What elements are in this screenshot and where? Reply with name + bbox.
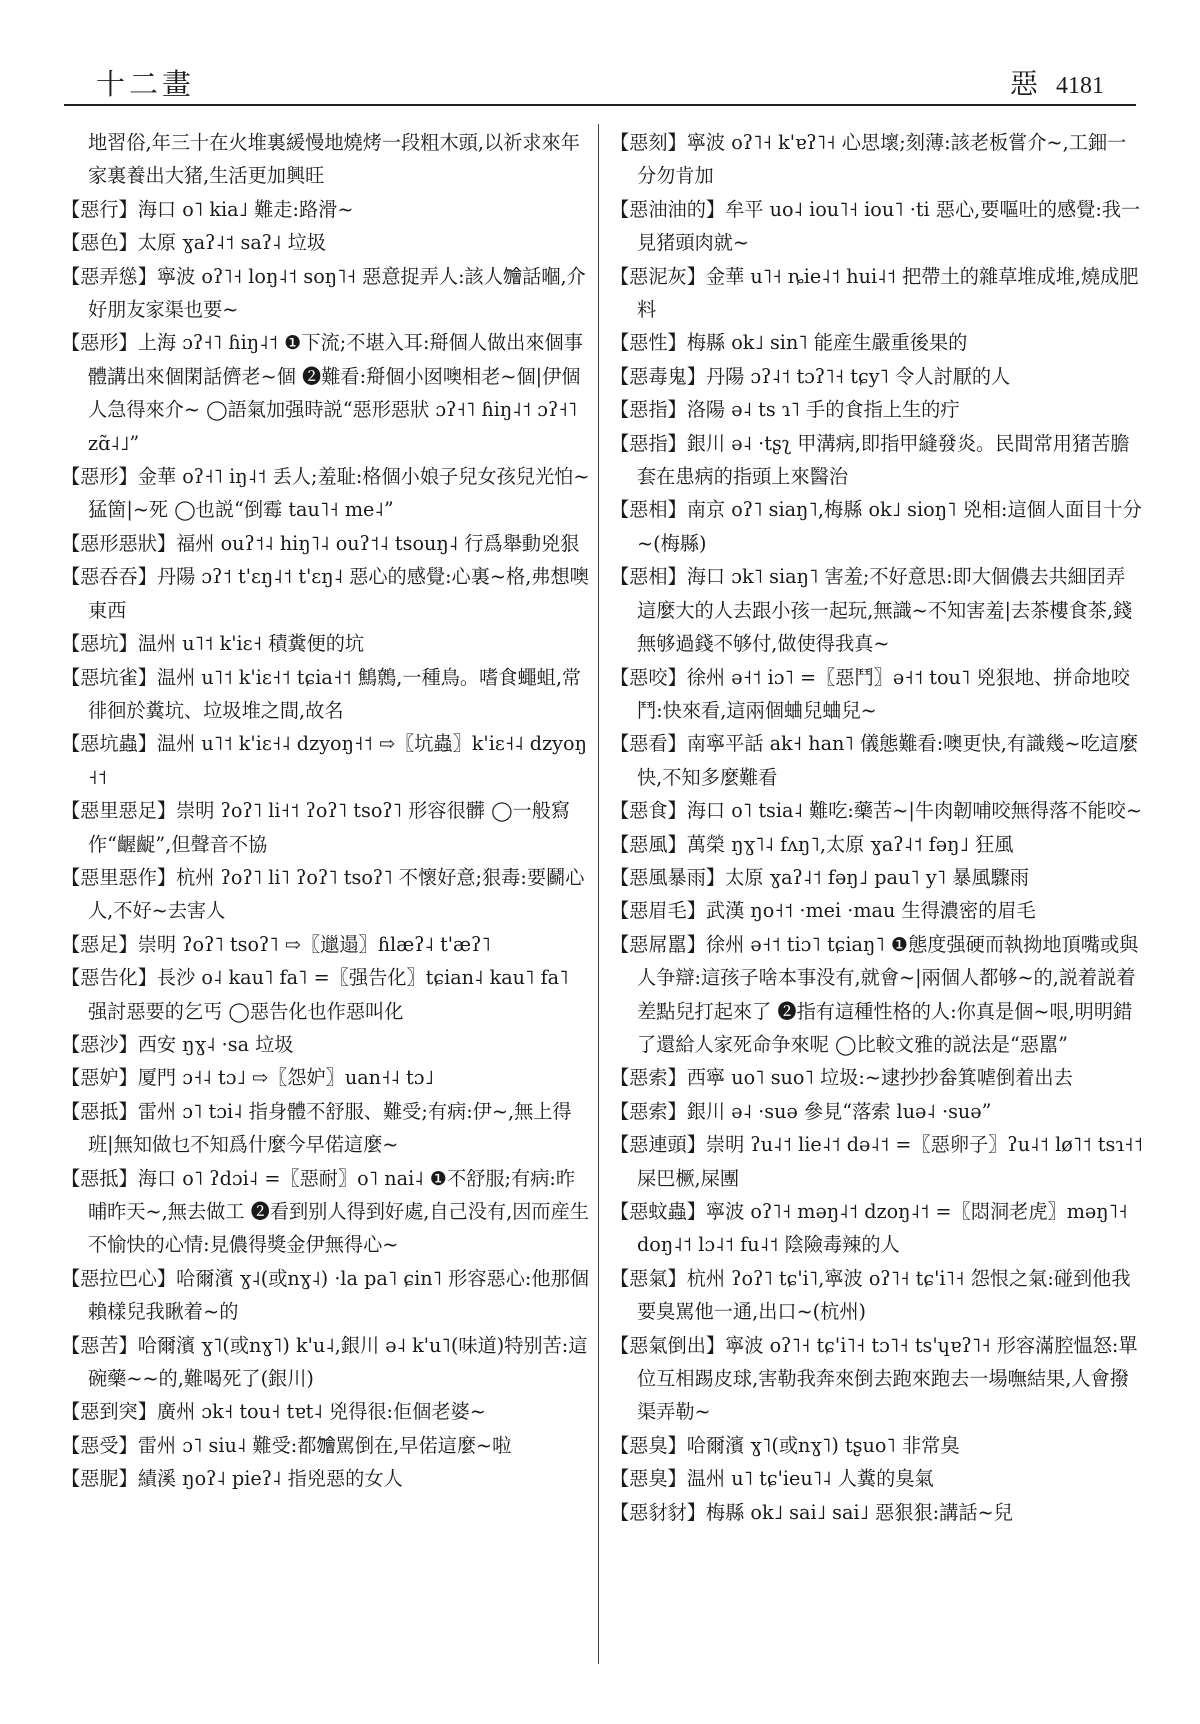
header-rule [64,104,1136,106]
dictionary-entry: 【惡沙】西安 ŋɣ˨ ·sa 垃圾 [61,1032,294,1056]
dictionary-entry: 【惡行】海口 o˥ kia˩ 難走:路滑~ [61,197,354,221]
dictionary-entry: 【惡受】雷州 ɔ˥ siu˨ 難受:都𣍐駡倒在,早偌這麼~啦 [61,1433,512,1457]
dictionary-entry: 【惡索】銀川 ə˨ ·suə 參見“落索 luə˨ ·suə” [610,1099,992,1123]
dictionary-entry: 【惡抵】海口 o˥ ʔdɔi˨ =〖惡耐〗o˥ nai˨ ❶不舒服;有病:昨晡昨天~,無去做工 ❷看到别人得到好處,自己没有,因而産生不愉快的心情:見儂得獎金伊無得心~ [61,1166,589,1257]
dictionary-entry: 【惡風】萬榮 ŋɣ˥˨ fʌŋ˥,太原 ɣaʔ˨˦ fəŋ˩ 狂風 [610,832,1014,856]
dictionary-entry: 【惡屌嚚】徐州 ə˧˦ tiɔ˥ tɕiaŋ˥ ❶態度强硬而執拗地頂嘴或與人争辯:這孩子啥本事没有,就會~|兩個人都够~的,説着説着差點兒打起來了 ❷指有這種性格的人:你真是個~哏,明明錯了還給人家死命争來呢 ◯比較文雅的説法是“惡嚚” [610,932,1139,1056]
dictionary-entry: 【惡吞吞】丹陽 ɔʔ˦ t'ɛŋ˨˦ t'ɛŋ˨ 惡心的感覺:心裏~格,弗想噢東西 [61,565,589,622]
dictionary-entry: 【惡看】南寧平話 ak˧ han˥ 儀態難看:噢更快,有識幾~吃這麼快,不知多麼難看 [610,732,1139,789]
dictionary-entry: 【惡蚊蟲】寧波 oʔ˥˧ məŋ˨˦ dzoŋ˨˦ =〖悶洞老虎〗məŋ˥˧ doŋ˨˦ lɔ˨˦ fu˨˦ 陰險毒辣的人 [610,1200,1128,1257]
dictionary-entry: 【惡形】上海 ɔʔ˧˥ ɦiŋ˨˦ ❶下流;不堪入耳:搿個人做出來個事體講出來個閑話儕老~個 ❷難看:搿個小囡噢相老~個|伊個人急得來介~ ◯語氣加强時説“惡形惡狀 ɔʔ˧˥ ɦiŋ˨˦ ɔʔ˧˥ zɑ̃˨˩” [61,331,583,455]
dictionary-entry: 地習俗,年三十在火堆裏緩慢地燒烤一段粗木頭,以祈求來年家裏養出大猪,生活更加興旺 [88,131,580,188]
column-divider [598,124,599,1664]
dictionary-entry: 【惡臭】温州 u˥ tɕ'ieu˥˨ 人糞的臭氣 [610,1467,934,1491]
right-column [610,126,1144,1529]
dictionary-entry: 【惡色】太原 ɣaʔ˨˦ saʔ˨ 垃圾 [61,231,326,255]
dictionary-entry: 【惡眉毛】武漢 ŋo˧˦ ·mei ·mau 生得濃密的眉毛 [610,899,1036,923]
dictionary-entry: 【惡抵】雷州 ɔ˥ tɔi˨ 指身體不舒服、難受;有病:伊~,無上得班|無知做乜不知爲什麼今早偌這麼~ [61,1099,572,1157]
dictionary-entry: 【惡足】崇明 ʔoʔ˥ tsoʔ˥ ⇨〖邋遢〗ɦlæʔ˨ t'æʔ˥ [61,932,491,956]
dictionary-entry: 【惡咬】徐州 ə˧˦ iɔ˥ =〖惡鬥〗ə˧˦ tou˥ 兇狠地、拼命地咬鬥:快來看,這兩個蛐兒蛐兒~ [610,665,1130,722]
dictionary-entry: 【惡坑】温州 u˥˦ k'iɛ˧ 積糞便的坑 [61,632,365,656]
dictionary-entry: 【惡指】洛陽 ə˨ ts ɿ˥ 手的食指上生的疔 [610,398,960,422]
dictionary-entry: 【惡指】銀川 ə˨ ·tʂʅ 甲溝病,即指甲縫發炎。民間常用猪苦膽套在患病的指頭上來醫治 [610,431,1130,489]
dictionary-entry: 【惡刻】寧波 oʔ˥˧ k'ɐʔ˥˧ 心思壞;刻薄:該老板嘗介~,工鈿一分勿肯加 [610,131,1127,188]
dictionary-entry: 【惡索】西寧 uo˥ suo˥ 垃圾:~逮抄抄畚箕㖸倒着出去 [610,1066,1073,1090]
dictionary-entry: 【惡坑蟲】温州 u˥˦ k'iɛ˧˨ dzyoŋ˧˦ ⇨〖坑蟲〗k'iɛ˧˨ dzyoŋ˧˦ [61,732,587,789]
dictionary-entry: 【惡風暴雨】太原 ɣaʔ˨˦ fəŋ˩ pau˥ y˥ 暴風驟雨 [610,865,1030,889]
dictionary-entry: 【惡氣】杭州 ʔoʔ˥ tɕ'i˥,寧波 oʔ˥˧ tɕ'i˥˧ 怨恨之氣:碰到他我要臭駡他一通,出口~(杭州) [610,1266,1131,1324]
dictionary-entry: 【惡毒鬼】丹陽 ɔʔ˨˦ tɔʔ˥˧ tɕy˥ 令人討厭的人 [610,364,1011,388]
dictionary-entry: 【惡氣倒出】寧波 oʔ˥˧ tɕ'i˥˧ tɔ˥˧ ts'ɥɐʔ˥˧ 形容滿腔愠怒:單位互相踢皮球,害勒我奔來倒去跑來跑去一場嘸結果,人會撥渠弄勒~ [610,1333,1138,1424]
dictionary-entry: 【惡相】海口 ɔk˥ siaŋ˥ 害羞;不好意思:即大個儂去共細囝弄這麼大的人去跟小孩一起玩,無識~不知害羞|去茶樓食茶,錢無够過錢不够付,做使得我真~ [610,565,1133,656]
dictionary-entry: 【惡性】梅縣 ok˩ sin˥ 能産生嚴重後果的 [610,331,968,355]
dictionary-entry: 【惡胒】績溪 ŋoʔ˨ pieʔ˨ 指兇惡的女人 [61,1467,403,1491]
dictionary-entry: 【惡油油的】牟平 uo˨ iou˥˧ iou˥ ·ti 惡心,要嘔吐的感覺:我一見猪頭肉就~ [610,197,1141,255]
dictionary-entry: 【惡食】海口 o˥ tsia˨ 難吃:藥苦~|牛肉韌哺咬無得落不能咬~ [610,799,1142,823]
dictionary-entry: 【惡拉巴心】哈爾濱 ɣ˨(或nɣ˨) ·la pa˥ ɕin˥ 形容惡心:他那個賴樣兒我瞅着~的 [61,1266,589,1324]
page-number: 4181 [1056,73,1104,99]
dictionary-entry: 【惡到突】廣州 ɔk˧ tou˧ tɐt˨ 兇得很:佢個老婆~ [61,1400,486,1424]
dictionary-entry: 【惡相】南京 oʔ˥ siaŋ˥,梅縣 ok˩ sioŋ˥ 兇相:這個人面目十分~(梅縣) [610,498,1142,555]
dictionary-entry: 【惡弄慫】寧波 oʔ˥˧ loŋ˨˦ soŋ˥˧ 惡意捉弄人:該人𣍐話嗰,介好朋友家渠也要~ [61,264,586,322]
dictionary-entry: 【惡里惡足】崇明 ʔoʔ˥ li˧˦ ʔoʔ˥ tsoʔ˥ 形容很髒 ◯一般寫作“齷齪”,但聲音不協 [61,799,571,856]
dictionary-entry: 【惡形】金華 oʔ˧˥ iŋ˨˦ 丢人;羞耻:格個小娘子兒女孩兒光怕~猛箇|~死 ◯也説“倒霉 tau˥˧ me˨” [61,465,590,522]
dictionary-entry: 【惡連頭】崇明 ʔu˨˦ lie˨˦ də˨˦ =〖惡卵子〗ʔu˨˦ lø˥˦ tsɿ˧˦ 屎巴橛,屎團 [610,1133,1143,1190]
dictionary-entry: 【惡苦】哈爾濱 ɣ˥(或nɣ˥) k'u˨,銀川 ə˨ k'u˥(味道)特别苦:這碗藥~~的,難喝死了(銀川) [61,1333,588,1391]
head-character: 惡 [1009,67,1038,100]
dictionary-entry: 【惡坑雀】温州 u˥˦ k'iɛ˧˦ tɕia˧˦ 鷦鷯,一種鳥。嗜食蠅蛆,常徘徊於糞坑、垃圾堆之間,故名 [61,665,582,722]
dictionary-entry: 【惡里惡作】杭州 ʔoʔ˥ li˥ ʔoʔ˥ tsoʔ˥ 不懷好意;狠毒:要鬬心人,不好~去害人 [61,865,585,923]
left-column [61,126,591,1496]
dictionary-entry: 【惡形惡狀】福州 ouʔ˦˨ hiŋ˥˨ ouʔ˦˨ tsouŋ˨ 行爲舉動兇狠 [61,531,580,555]
dictionary-entry: 【惡泥灰】金華 u˥˧ ȵie˨˦ hui˨˦ 把帶土的雜草堆成堆,燒成肥料 [610,264,1139,322]
dictionary-entry: 【惡臭】哈爾濱 ɣ˥(或nɣ˥) tʂuo˥ 非常臭 [610,1433,960,1457]
running-head-right [1010,62,1104,102]
dictionary-entry: 【惡告化】長沙 o˨ kau˥ fa˥ =〖强告化〗tɕian˨ kau˥ fa˥ 强討惡要的乞丐 ◯惡告化也作惡叫化 [61,966,569,1023]
dictionary-entry: 【惡豺豺】梅縣 ok˩ sai˩ sai˩ 惡狠狠:講話~兒 [610,1500,1013,1524]
dictionary-entry: 【惡妒】厦門 ɔ˧˨ tɔ˩ ⇨〖怨妒〗uan˧˨ tɔ˩ [61,1066,434,1090]
running-head-section: 十二畫 [96,67,196,101]
